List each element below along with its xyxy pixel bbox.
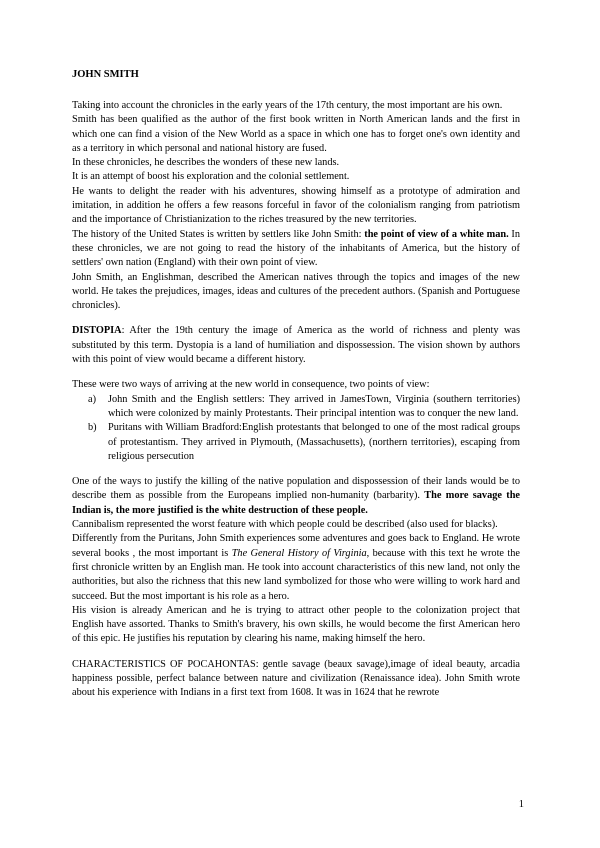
- book-title: The General History of Virginia: [231, 547, 367, 559]
- document-body: [72, 68, 520, 701]
- puritans-text-end: , because with this text he wrote the first chronicle written by an English man. He took into account characteristics of this new land, not only the authorities, but also the richness that this new land symbolized for those who were willing to work hard and succeed. But the most important is his role as a hero.: [72, 547, 520, 602]
- two-ways-list: [72, 393, 520, 464]
- list-item-text: Puritans with William Bradford:English protestants that belonged to one of the most radical groups of protestantism. They arrived in Plymouth, (Massachusetts), (northern territories), escaping from religious persecution: [108, 422, 520, 462]
- usa-history-text: The history of the United States is written by settlers like John Smith:: [72, 228, 365, 240]
- justify-paragraph: [72, 475, 520, 518]
- usa-history-paragraph: [72, 228, 520, 271]
- distopia-label: DISTOPIA: [72, 325, 122, 337]
- vision-paragraph: His vision is already American and he is trying to attract other people to the colonization project that English have assorted. Thanks to Smith's bravery, his own skills, he would become the first American hero of this epic. He justifies his reputation by clearing his name, making himself the hero.: [72, 604, 520, 645]
- puritans-text: Differently from the Puritans, John Smith experiences some adventures and goes back to England. He wrote several books , the most important is: [72, 533, 520, 559]
- distopia-text: : After the 19th century the image of America as the world of richness and plenty was substituted by this term. Dystopia is a land of humiliation and dispossession. The vision shown by authors with this point of view would became a different history.: [72, 325, 520, 366]
- cannibalism-paragraph: Cannibalism represented the worst feature with which people could be described (also used for blacks).: [72, 519, 498, 531]
- list-item: [72, 421, 520, 464]
- intro-paragraph-3: In these chronicles, he describes the wonders of these new lands.: [72, 157, 340, 169]
- list-item: [72, 393, 520, 422]
- englishman-paragraph: John Smith, an Englishman, described the American natives through the topics and images of the new world. He takes the prejudices, images, ideas and cultures of the precedent authors. (Spanish and Portuguese chronicles).: [72, 271, 520, 312]
- justify-bold: The more savage the Indian is, the more justified is the white destruction of these people.: [72, 490, 520, 516]
- pocahontas-label: CHARACTERISTICS OF POCAHONTAS: [72, 658, 256, 670]
- two-ways-intro: These were two ways of arriving at the new world in consequence, two points of view:: [72, 379, 430, 391]
- intro-paragraph-2: Smith has been qualified as the author of the first book written in North American lands and the first in which one can find a vision of the New World as a space in which one has to forget one's own identity and as a territory in which personal and national history are fused.: [72, 114, 520, 154]
- list-item-text: John Smith and the English settlers: They arrived in JamesTown, Virginia (southern territories) which were colonized by mainly Protestants. Their principal intention was to conquer the new land.: [108, 393, 520, 419]
- justify-text: One of the ways to justify the killing of the native population and dispossession of their lands would be to describe them as possible from the Europeans implied non-humanity (barbarity).: [72, 476, 520, 502]
- puritans-paragraph: [72, 532, 520, 603]
- page-number: 1: [518, 799, 524, 810]
- intro-paragraph-5: He wants to delight the reader with his adventures, showing himself as a prototype of admiration and imitation, in addition he offers a few reasons forceful in favor of the colonialism ranging from patriotism and the importance of Christianization to the riches treasured by the new territories.: [72, 185, 520, 226]
- pocahontas-text: : gentle savage (beaux savage),image of ideal beauty, arcadia happiness possible, perfect balance between nature and civilization (Renaissance idea). John Smith wrote about his experience with Indians in a first text from 1608. It was in 1624 that he rewrote: [72, 658, 521, 699]
- document-title: JOHN SMITH: [72, 69, 139, 80]
- distopia-paragraph: [72, 324, 520, 367]
- list-marker: b): [88, 422, 97, 434]
- usa-history-text-end: In these chronicles, we are not going to read the history of the inhabitants of America, but the history of settlers' own nation (England) with their own point of view.: [72, 228, 520, 269]
- list-marker: a): [88, 393, 96, 405]
- usa-history-bold: the point of view of a white man.: [364, 228, 509, 240]
- intro-paragraph-4: It is an attempt of boost his exploration and the colonial settlement.: [72, 171, 350, 183]
- pocahontas-paragraph: [72, 658, 520, 701]
- intro-paragraph-1: Taking into account the chronicles in the early years of the 17th century, the most important are his own.: [72, 100, 503, 111]
